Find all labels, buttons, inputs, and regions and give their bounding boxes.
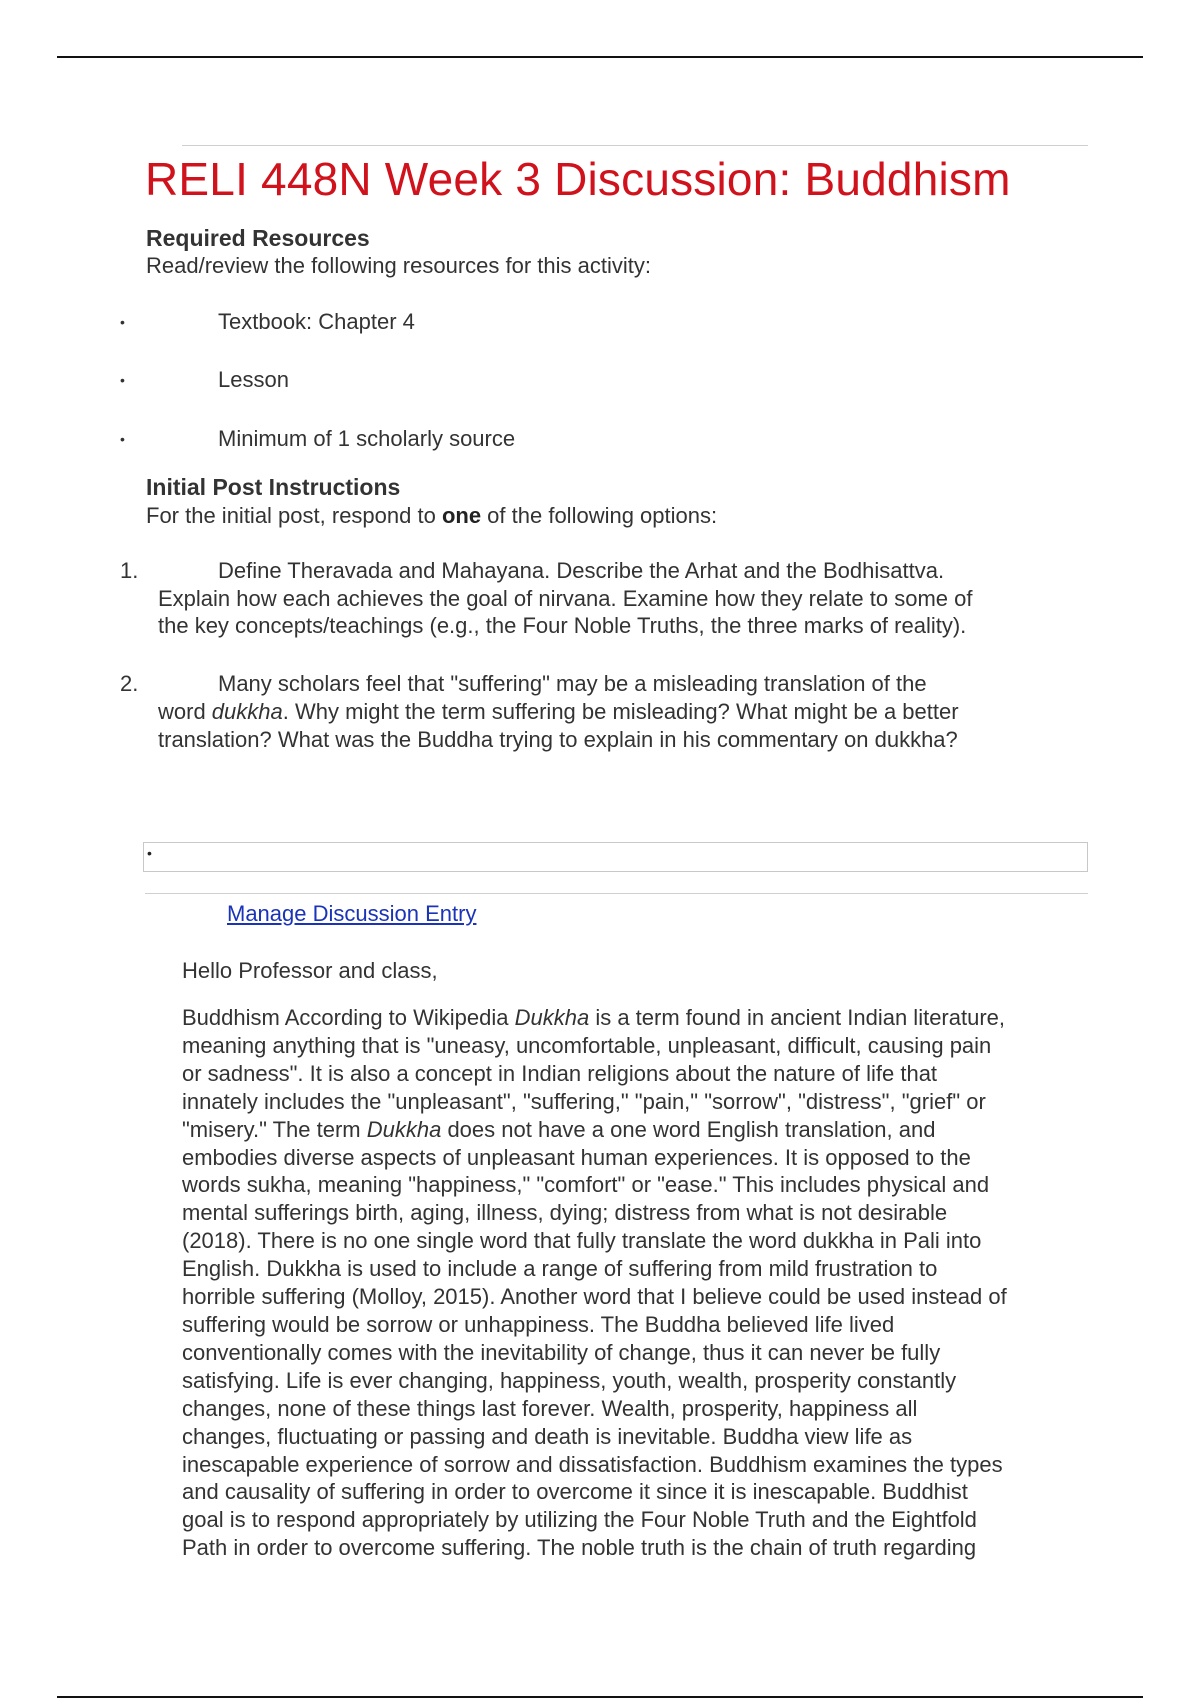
option-line: Define Theravada and Mahayana. Describe the Arhat and the Bodhisattva. xyxy=(218,558,945,583)
post-italic-term: Dukkha xyxy=(366,1116,442,1142)
option-line: Explain how each achieves the goal of nirvana. Examine how they relate to some of xyxy=(158,586,973,611)
option-text: word xyxy=(158,699,212,724)
post-body-line: changes, fluctuating or passing and death is inevitable. Buddha view life as xyxy=(182,1423,913,1449)
option-number: 1. xyxy=(120,558,139,583)
option-italic-term: dukkha xyxy=(211,699,283,724)
intro-text: For the initial post, respond to xyxy=(146,503,442,528)
bullet-icon: • xyxy=(120,372,125,388)
post-body-line: (2018). There is no one single word that fully translate the word dukkha in Pali into xyxy=(182,1228,982,1254)
option-line: Many scholars feel that "suffering" may be a misleading translation of the xyxy=(218,671,927,696)
resources-heading: Required Resources xyxy=(146,225,370,251)
post-body-line: mental sufferings birth, aging, illness, dying; distress from what is not desirable xyxy=(182,1200,948,1226)
post-body-line: meaning anything that is "uneasy, uncomfortable, unpleasant, difficult, causing pain xyxy=(182,1032,992,1058)
post-body-line: suffering would be sorrow or unhappiness. The Buddha believed life lived xyxy=(182,1311,895,1337)
instructions-heading: Initial Post Instructions xyxy=(146,474,401,500)
post-body-line: or sadness". It is also a concept in Indian religions about the nature of life that xyxy=(182,1060,938,1086)
post-body-line: satisfying. Life is ever changing, happiness, youth, wealth, prosperity constantly xyxy=(182,1367,957,1393)
resource-item-label: Minimum of 1 scholarly source xyxy=(218,426,516,451)
post-body-line: conventionally comes with the inevitability of change, thus it can never be fully xyxy=(182,1339,941,1365)
post-body-line: changes, none of these things last forever. Wealth, prosperity, happiness all xyxy=(182,1395,918,1421)
post-body xyxy=(182,1004,1102,1562)
post-body-line: "misery." The term Dukkha does not have a one word English translation, and xyxy=(182,1116,936,1142)
intro-emphasis: one xyxy=(441,503,482,528)
resource-item-label: Lesson xyxy=(218,367,289,392)
page-top-rule xyxy=(57,56,1143,58)
bullet-icon: • xyxy=(120,431,125,447)
post-body-line: English. Dukkha is used to include a range of suffering from mild frustration to xyxy=(182,1256,938,1282)
page-title: RELI 448N Week 3 Discussion: Buddhism xyxy=(145,153,1011,205)
post-body-line: and causality of suffering in order to overcome it since it is inescapable. Buddhist xyxy=(182,1479,968,1505)
instructions-intro xyxy=(146,503,717,529)
manage-discussion-entry-link[interactable]: Manage Discussion Entry xyxy=(227,901,477,926)
post-body-line: Path in order to overcome suffering. The noble truth is the chain of truth regarding xyxy=(182,1535,977,1561)
option-number: 2. xyxy=(120,671,139,696)
post-body-line: inescapable experience of sorrow and dissatisfaction. Buddhism examines the types xyxy=(182,1451,1003,1477)
title-divider xyxy=(182,145,1088,146)
entry-divider xyxy=(145,893,1088,894)
bullet-icon: • xyxy=(120,314,125,330)
option-line xyxy=(158,698,959,725)
resource-item-label: Textbook: Chapter 4 xyxy=(218,309,415,334)
resources-intro: Read/review the following resources for this activity: xyxy=(146,253,651,278)
page-bottom-rule xyxy=(57,1696,1143,1698)
post-body-line: horrible suffering (Molloy, 2015). Another word that I believe could be used instead of xyxy=(182,1284,1007,1310)
intro-text: of the following options: xyxy=(481,503,718,528)
post-body-line: innately includes the "unpleasant", "suffering," "pain," "sorrow", "distress", "grief" or xyxy=(182,1088,986,1114)
entry-box-marker: • xyxy=(147,845,152,861)
post-greeting: Hello Professor and class, xyxy=(182,958,438,983)
option-text: . Why might the term suffering be misleading? What might be a better xyxy=(282,699,959,724)
option-line: translation? What was the Buddha trying to explain in his commentary on dukkha? xyxy=(158,727,958,752)
entry-box[interactable] xyxy=(143,842,1088,872)
post-italic-term: Dukkha xyxy=(514,1005,590,1030)
post-body-line: embodies diverse aspects of unpleasant human experiences. It is opposed to the xyxy=(182,1144,971,1170)
post-body-line: Buddhism According to Wikipedia Dukkha is a term found in ancient Indian literature, xyxy=(182,1005,1006,1030)
post-body-line: goal is to respond appropriately by utilizing the Four Noble Truth and the Eightfold xyxy=(182,1507,977,1533)
post-body-line: words sukha, meaning "happiness," "comfort" or "ease." This includes physical and xyxy=(182,1172,990,1198)
option-line: the key concepts/teachings (e.g., the Four Noble Truths, the three marks of reality). xyxy=(158,613,967,638)
